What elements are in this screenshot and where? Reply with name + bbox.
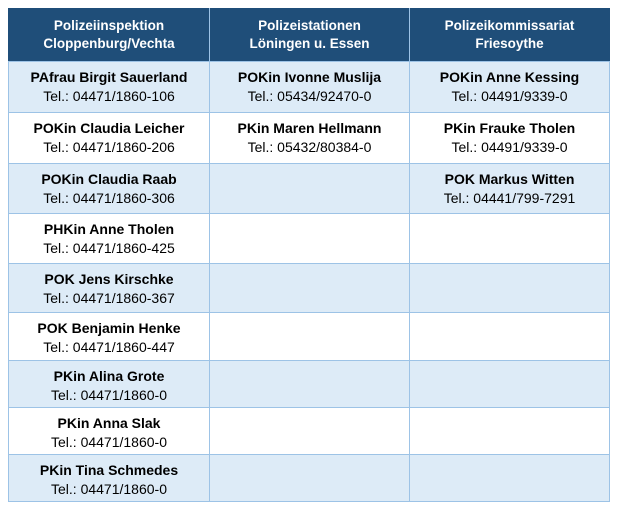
contact-cell	[410, 164, 610, 214]
contact-name: POKin Anne Kessing	[439, 69, 580, 85]
contact-name: POK Benjamin Henke	[37, 320, 181, 336]
header-line: Friesoythe	[475, 36, 544, 51]
contact-name: PKin Alina Grote	[53, 368, 165, 384]
contact-name: POK Markus Witten	[444, 171, 575, 187]
contact-cell	[9, 164, 210, 214]
contact-name: POKin Claudia Leicher	[33, 120, 185, 136]
contact-name: POKin Claudia Raab	[41, 171, 177, 187]
contact-phone: Tel.: 04471/1860-367	[43, 290, 175, 306]
contact-name: POKin Ivonne Muslija	[237, 69, 382, 85]
contact-cell	[9, 214, 210, 264]
contact-cell	[210, 408, 410, 455]
contact-name: PKin Tina Schmedes	[39, 462, 179, 478]
contact-cell	[410, 455, 610, 502]
table-row	[9, 361, 610, 408]
table-row	[9, 313, 610, 361]
contact-table-container	[8, 8, 609, 502]
contact-cell	[9, 62, 210, 113]
contact-cell	[210, 164, 410, 214]
contact-cell	[210, 264, 410, 313]
contact-phone: Tel.: 05432/80384-0	[247, 139, 372, 155]
contact-table	[8, 8, 610, 502]
table-row	[9, 408, 610, 455]
contact-cell	[410, 408, 610, 455]
header-line: Polizeistationen	[258, 18, 361, 33]
contact-cell	[210, 455, 410, 502]
contact-cell	[410, 214, 610, 264]
contact-cell	[9, 264, 210, 313]
contact-cell	[210, 113, 410, 164]
header-line: Cloppenburg/Vechta	[43, 36, 175, 51]
contact-cell	[9, 361, 210, 408]
contact-cell	[410, 264, 610, 313]
contact-phone: Tel.: 04471/1860-425	[43, 240, 175, 256]
table-row	[9, 113, 610, 164]
table-row	[9, 455, 610, 502]
contact-cell	[210, 62, 410, 113]
contact-cell	[9, 408, 210, 455]
contact-name: PAfrau Birgit Sauerland	[30, 69, 188, 85]
contact-name: PHKin Anne Tholen	[43, 221, 175, 237]
contact-cell	[410, 62, 610, 113]
contact-name: PKin Frauke Tholen	[443, 120, 576, 136]
header-line: Löningen u. Essen	[249, 36, 370, 51]
contact-cell	[210, 214, 410, 264]
contact-cell	[410, 361, 610, 408]
contact-name: POK Jens Kirschke	[44, 271, 174, 287]
contact-cell	[9, 113, 210, 164]
header-line: Polizeiinspektion	[53, 18, 165, 33]
header-row	[9, 9, 610, 62]
contact-phone: Tel.: 04491/9339-0	[451, 88, 568, 104]
table-body	[9, 62, 610, 502]
table-header	[9, 9, 610, 62]
contact-phone: Tel.: 04471/1860-0	[51, 387, 167, 403]
contact-phone: Tel.: 04471/1860-0	[51, 481, 167, 497]
contact-phone: Tel.: 04471/1860-106	[43, 88, 175, 104]
contact-cell	[9, 313, 210, 361]
contact-phone: Tel.: 04471/1860-306	[43, 190, 175, 206]
contact-cell	[9, 455, 210, 502]
header-polizeistationen	[210, 9, 410, 62]
contact-name: PKin Maren Hellmann	[237, 120, 382, 136]
header-polizeikommissariat	[410, 9, 610, 62]
contact-name: PKin Anna Slak	[57, 415, 161, 431]
contact-cell	[210, 313, 410, 361]
contact-phone: Tel.: 04441/799-7291	[443, 190, 576, 206]
table-row	[9, 264, 610, 313]
contact-phone: Tel.: 04491/9339-0	[451, 139, 568, 155]
table-row	[9, 164, 610, 214]
contact-phone: Tel.: 04471/1860-0	[51, 434, 167, 450]
table-row	[9, 214, 610, 264]
contact-phone: Tel.: 04471/1860-206	[43, 139, 175, 155]
contact-cell	[410, 313, 610, 361]
header-polizeiinspektion	[9, 9, 210, 62]
table-row	[9, 62, 610, 113]
contact-cell	[210, 361, 410, 408]
contact-phone: Tel.: 04471/1860-447	[43, 339, 175, 355]
contact-cell	[410, 113, 610, 164]
contact-phone: Tel.: 05434/92470-0	[247, 88, 372, 104]
header-line: Polizeikommissariat	[444, 18, 575, 33]
